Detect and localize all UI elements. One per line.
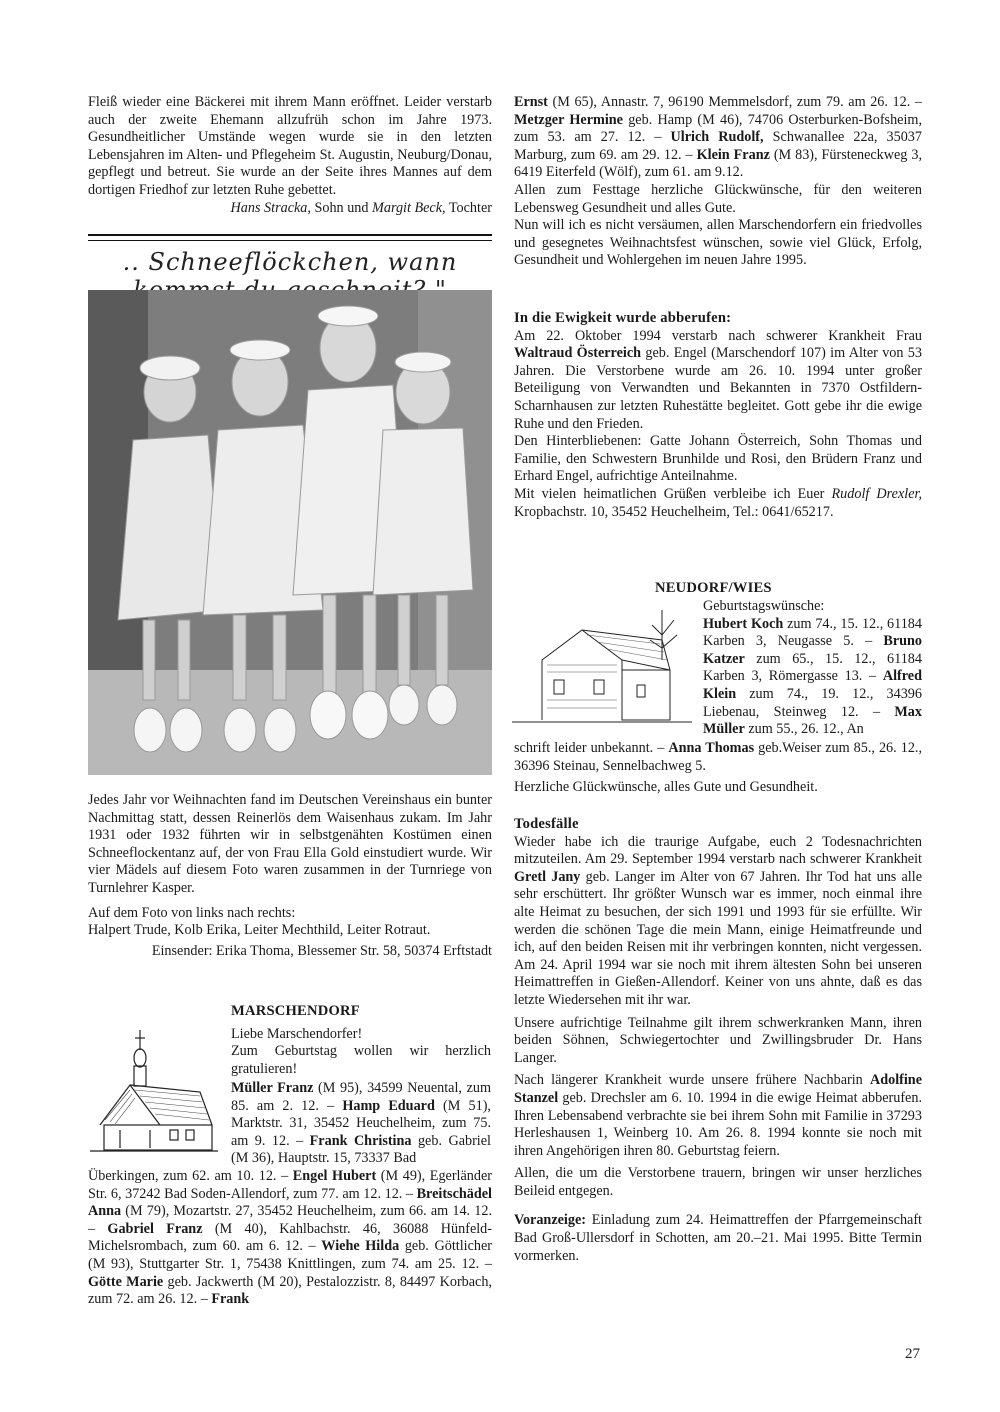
photo-illustration [88,290,492,775]
marschendorf-list-lower: Überkingen, zum 62. am 10. 12. – Engel Hubert (M 49), Egerländer Str. 6, 37242 Bad Soden-Allendorf, zum 77. am 12. 12. – Breitschädel Anna (M 79), Mozartstr. 27, 35452 Heuchelheim, zum 66. am 14. 12. – Gabriel Franz (M 40), Kahlbachstr. 46, 36088 Hünfeld-Michelsrombach, zum 60. am 6. 12. – Wiehe Hilda geb. Göttlicher (M 93), Stuttgarter Str. 1, 75438 Knittlingen, zum 74. am 25. 12. – Götte Marie geb. Jackwerth (M 20), Pestalozzistr. 8, 84497 Korbach, zum 72. am 26. 12. – Frank [88,1168,493,1308]
ewigkeit-condolences: Den Hinterbliebenen: Gatte Johann Österreich, Sohn Thomas und Familie, den Schwestern Brunhilde und Rosi, den Brüdern Franz und Erhard Engel, aufrichtige Anteilnahme. [514,433,922,485]
photo-heading: .. Schneeflöckchen, wann [122,248,458,276]
marschendorf-header [231,1003,491,1078]
todesfaelle-title: Todesfälle [514,816,579,832]
ewigkeit-title: In die Ewigkeit wurde abberufen: [514,310,732,326]
marschendorf-list-continued: Ernst (M 65), Annastr. 7, 96190 Memmelsdorf, zum 79. am 26. 12. – Metzger Hermine geb. Hamp (M 46), 74706 Osterburken-Bofsheim, zum 53. am 27. 12. – Ulrich Rudolf, Schwanallee 22a, 35037 Marburg, zum 69. am 29. 12. – Klein Franz (M 83), Fürsteneckweg 3, 6419 Eiterfeld (Wölf), zum 61. am 9.12. Allen zum Festtage herzliche Glückwünsche, für den weiteren Lebensweg Gesundheit und alles Gute. Nun will ich es nicht versäumen, allen Marschendorfern ein friedvolles und gesegnetes Weihnachtsfest wünschen, sowie viel Glück, Erfolg, Gesundheit und Wohlergehen im neuen Jahre 1995. [514,94,922,269]
church-sketch-icon [90,1030,218,1155]
name-hamp-eduard: Hamp Eduard [342,1097,435,1114]
neudorf-title: NEUDORF/WIES [655,580,772,596]
name-frank-christina: Frank Christina [309,1132,412,1149]
obituary-text: Fleiß wieder eine Bäckerei mit ihrem Mann eröffnet. Leider verstarb auch der zweite Ehemann allzufrüh schon im Jahre 1973. Gesundheitlicher Umstände wegen wurde sie in den letzten Lebensjahren im Alten- und Pflegeheim St. Augustin, Neuburg/Donau, gepflegt und betreut. Sie wurde an der Seite ihres Mannes auf dem dortigen Friedhof zur letzten Ruhe gebettet. [88,94,492,198]
neudorf-birthdays-continued: schrift leider unbekannt. – Anna Thomas geb.Weiser zum 85., 26. 12., 36396 Steinau, Sennelbachweg 5. Herzliche Glückwünsche, alles Gute und Gesundheit. [514,740,923,796]
page-number: 27 [905,1346,920,1362]
marschendorf-intro: Zum Geburtstag wollen wir herzlich gratulieren! [231,1043,491,1077]
photo-four-girls [88,290,492,775]
village-church-sketch-icon [512,600,692,732]
name-frank: Frank [211,1291,250,1308]
name-adolfine-stanzel: Adolfine Stanzel [514,1072,922,1106]
divider-thick [88,234,492,236]
name-engel-hubert: Engel Hubert [292,1168,377,1184]
name-mueller-franz: Müller Franz [231,1080,314,1096]
name-rudolf-drexler: Rudolf Drexler, [831,485,922,502]
name-alfred-klein: Alfred Klein [703,668,922,702]
caption-text: Jedes Jahr vor Weihnachten fand im Deutschen Vereinshaus ein bunter Nachmittag statt, dessen Reinerlös dem Waisenhaus zukam. Im Jahr 1931 oder 1932 führten wir in selbstgenähten Kostümen einen Schneeflockentanz auf, der von Frau Ella Gold einstudiert wurde. Wir vier Mädels auf diesem Foto waren zusammen in der Turnriege von Turnlehrer Kasper. [88,792,492,896]
name-gabriel-franz: Gabriel Franz [107,1220,203,1237]
divider-thin [88,240,492,241]
neudorf-subtitle: Geburtstagswünsche: [703,598,825,614]
neudorf-wishes: Herzliche Glückwünsche, alles Gute und Gesundheit. [514,779,818,796]
ewigkeit-section: In die Ewigkeit wurde abberufen: Am 22. Oktober 1994 verstarb nach schwerer Krankheit Frau Waltraud Österreich geb. Engel (Marschendorf 107) im Alter von 53 Jahren. Die Verstorbene wurde am 26. 10. 1994 unter großer Beteiligung von Verwandten und Bekannten in 7370 Ostfildern-Scharnhausen zur letzten Ruhestätte begleitet. Gott gebe ihr die ewige Ruhe und den Frieden. Den Hinterbliebenen: Gatte Johann Österreich, Sohn Thomas und Familie, den Schwestern Brunhilde und Rosi, den Brüdern Franz und Erhard Engel, aufrichtige Anteilnahme. Mit vielen heimatlichen Grüßen verbleibe ich Euer Rudolf Drexler, Kropbachstr. 10, 35452 Heuchelheim, Tel.: 0641/65217. [514,310,922,520]
caption-sender: Einsender: Erika Thoma, Blessemer Str. 58, 50374 Erftstadt [151,942,492,959]
name-waltraud-oesterreich: Waltraud Österreich [514,345,642,362]
marschendorf-wishes: Allen zum Festtage herzliche Glückwünsche, für den weiteren Lebensweg Gesundheit und alles Gute. [514,181,922,216]
name-wiehe-hilda: Wiehe Hilda [321,1238,400,1255]
marschendorf-title: MARSCHENDORF [231,1003,360,1019]
neudorf-birthdays: Geburtstagswünsche: Hubert Koch zum 74., 15. 12., 61184 Karben 3, Neugasse 5. – Bruno Katzer zum 65., 15. 12., 61184 Karben 3, Römergasse 13. – Alfred Klein zum 74., 19. 12., 34396 Liebenau, Steinweg 12. – Max Müller zum 55., 26. 12., An [703,598,922,738]
photo-caption [88,792,492,960]
name-breitschaedel-anna: Breitschädel Anna [88,1185,492,1220]
neudorf-header [655,580,895,598]
marschendorf-greeting: Liebe Marschendorfer! [231,1025,363,1042]
name-hubert-koch: Hubert Koch [703,615,784,632]
name-gretl-jany: Gretl Jany [514,868,581,885]
name-klein-franz: Klein Franz [696,146,770,163]
name-metzger-hermine: Metzger Hermine [514,111,623,128]
todesfaelle-section: Todesfälle Wieder habe ich die traurige Aufgabe, euch 2 Todesnachrichten mitzuteilen. Am 29. September 1994 verstarb nach schwerer Krankheit Gretl Jany geb. Langer im Alter von 67 Jahren. Ihr Tod hat uns alle sehr erschüttert. Ihr größter Wunsch war es immer, noch einmal ihre alte Heimat zu besuchen, der sich 1991 und 1993 für sie erfüllte. Wir werden die schönen Tage die mein Mann, einige Heimatfreunde und ich, auf den beiden Reisen mit ihr verbringen konnten, nicht vergessen. Am 24. April 1994 war sie noch mit ihrem ältesten Sohn bei unseren Heimattreffen in Gießen-Allendorf. Keiner von uns ahnte, daß es das letzte Wiedersehen mit ihr war. Unsere aufrichtige Teilnahme gilt ihrem schwerkranken Mann, ihren beiden Söhnen, Schwiegertochter und Zwillingsbruder Dr. Hans Langer. Nach längerer Krankheit wurde unsere frühere Nachbarin Adolfine Stanzel geb. Drechsler am 6. 10. 1994 in die ewige Heimat abberufen. Ihren Lebensabend verbrachte sie bei ihrem Sohn mit Familie in 37293 Herleshausen 1, Weinberg 10. Am 26. 8. 1994 konnte sie noch mit ihren Angehörigen ihren 80. Geburtstag feiern. Allen, die um die Verstorbene trauern, bringen wir unser herzliches Beileid entgegen. Voranzeige: Einladung zum 24. Heimattreffen der Pfarrgemeinschaft Bad Groß-Ullersdorf in Schotten, am 20.–21. Mai 1995. Bitte Termin vormerken. [514,816,922,1264]
marschendorf-list-upper: Müller Franz (M 95), 34599 Neuental, zum 85. am 2. 12. – Hamp Eduard (M 51), Marktstr. 31, 35452 Heuchelheim, zum 75. am 9. 12. – Frank Christina geb. Gabriel (M 36), Hauptstr. 15, 73337 Bad [231,1080,492,1167]
todesfaelle-beileid: Allen, die um die Verstorbene trauern, bringen wir unser herzliches Beileid entgegen. [514,1165,922,1199]
name-ernst: Ernst [514,94,548,110]
obituary-signature: Hans Stracka, Sohn und Margit Beck, Tochter [230,199,492,216]
name-ulrich-rudolf: Ulrich Rudolf, [670,129,764,146]
voranzeige-label: Voranzeige: [514,1212,586,1229]
caption-names: Halpert Trude, Kolb Erika, Leiter Mechthild, Leiter Rotraut. [88,922,431,939]
obituary-continuation [88,94,492,217]
caption-left-to-right-intro: Auf dem Foto von links nach rechts: [88,904,296,921]
name-max-mueller: Max Müller [703,703,922,738]
marschendorf-closing: Nun will ich es nicht versäumen, allen Marschendorfern ein friedvolles und gesegnetes Weihnachtsfest wünschen, sowie viel Glück, Erfolg, Gesundheit und Wohlergehen im neuen Jahre 1995. [514,217,922,269]
name-bruno-katzer: Bruno Katzer [703,633,922,667]
name-goette-marie: Götte Marie [88,1273,164,1290]
todesfaelle-condolences: Unsere aufrichtige Teilnahme gilt ihrem schwerkranken Mann, ihren beiden Söhnen, Schwiegertochter und Zwillingsbruder Dr. Hans Langer. [514,1014,922,1066]
name-anna-thomas: Anna Thomas [668,740,755,756]
